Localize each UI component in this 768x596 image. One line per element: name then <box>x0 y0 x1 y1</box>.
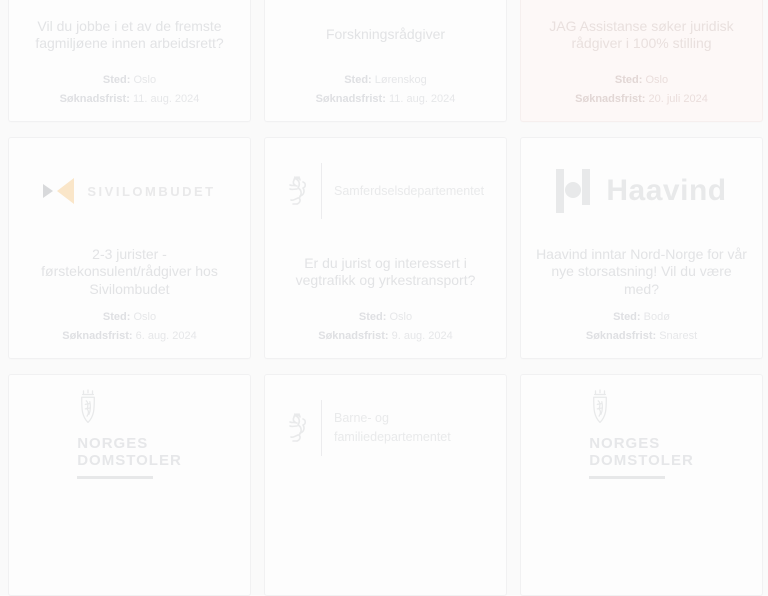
job-card[interactable] <box>520 137 763 359</box>
job-location: Sted: Oslo <box>102 311 157 323</box>
job-deadline: Søknadsfrist: 20. juli 2024 <box>575 93 708 105</box>
job-meta <box>9 71 250 109</box>
logo-divider <box>321 163 322 219</box>
logo-divider <box>321 400 322 456</box>
job-meta <box>9 308 250 346</box>
sivilombudet-logo <box>43 178 215 204</box>
haavind-mark-icon <box>556 169 590 213</box>
job-location: Sted: Lørenskog <box>344 74 427 86</box>
sivilombudet-arrow-icon <box>43 184 53 198</box>
company-logo <box>521 383 762 473</box>
job-card[interactable] <box>264 374 507 596</box>
job-location: Sted: Bodø <box>613 311 670 323</box>
job-deadline: Søknadsfrist: 11. aug. 2024 <box>315 93 456 105</box>
court-crest-icon <box>79 389 97 427</box>
job-deadline: Søknadsfrist: 9. aug. 2024 <box>318 330 453 342</box>
company-logo <box>265 146 506 236</box>
norges-domstoler-wordmark: NORGES DOMSTOLER <box>77 435 182 470</box>
department-name: Barne- og familiedepartementet <box>334 411 451 444</box>
job-card[interactable] <box>8 137 251 359</box>
haavind-logo <box>556 169 726 213</box>
logo-underline <box>589 476 665 479</box>
company-logo <box>265 383 506 473</box>
job-title: Vil du jobbe i et av de fremste fagmiljøene innen arbeidsrett? <box>35 17 224 51</box>
job-card[interactable] <box>8 0 251 122</box>
job-meta <box>521 308 762 346</box>
haavind-wordmark: Haavind <box>606 174 727 207</box>
company-logo <box>9 383 250 473</box>
job-title: Forskningsrådgiver <box>325 26 446 43</box>
samferdselsdepartementet-logo <box>287 163 484 219</box>
department-name: Samferdselsdepartementet <box>334 183 485 198</box>
job-card[interactable] <box>520 0 763 122</box>
sivilombudet-arrow-icon <box>57 178 74 204</box>
job-meta <box>521 71 762 109</box>
company-logo <box>9 146 250 236</box>
job-title: Er du jurist og interessert i vegtrafikk og yrkestransport? <box>295 254 476 288</box>
barne-og-familiedepartementet-logo <box>287 400 484 456</box>
job-location: Sted: Oslo <box>102 74 157 86</box>
job-location: Sted: Oslo <box>358 311 413 323</box>
job-deadline: Søknadsfrist: 6. aug. 2024 <box>62 330 197 342</box>
job-card[interactable] <box>520 374 763 596</box>
job-meta <box>265 71 506 109</box>
court-crest-icon <box>591 389 609 427</box>
job-meta <box>265 308 506 346</box>
sivilombudet-wordmark: SIVILOMBUDET <box>87 183 216 199</box>
job-title: JAG Assistanse søker juridisk rådgiver i 100% stilling <box>549 17 734 51</box>
company-logo <box>521 146 762 236</box>
norwegian-lion-icon <box>287 174 309 208</box>
norges-domstoler-wordmark: NORGES DOMSTOLER <box>589 435 694 470</box>
job-deadline: Søknadsfrist: 11. aug. 2024 <box>59 93 200 105</box>
job-location: Sted: Oslo <box>614 74 669 86</box>
job-card[interactable] <box>264 137 507 359</box>
job-title: Haavind inntar Nord-Norge for vår nye storsatsning! Vil du være med? <box>536 245 747 297</box>
norges-domstoler-logo <box>589 389 694 479</box>
norges-domstoler-logo <box>77 389 182 479</box>
job-card-grid <box>8 0 763 596</box>
logo-underline <box>77 476 153 479</box>
job-card[interactable] <box>264 0 507 122</box>
job-title: 2-3 jurister - førstekonsulent/rådgiver hos Sivilombudet <box>41 245 218 297</box>
job-deadline: Søknadsfrist: Snarest <box>585 330 698 342</box>
job-card[interactable] <box>8 374 251 596</box>
norwegian-lion-icon <box>287 411 309 445</box>
